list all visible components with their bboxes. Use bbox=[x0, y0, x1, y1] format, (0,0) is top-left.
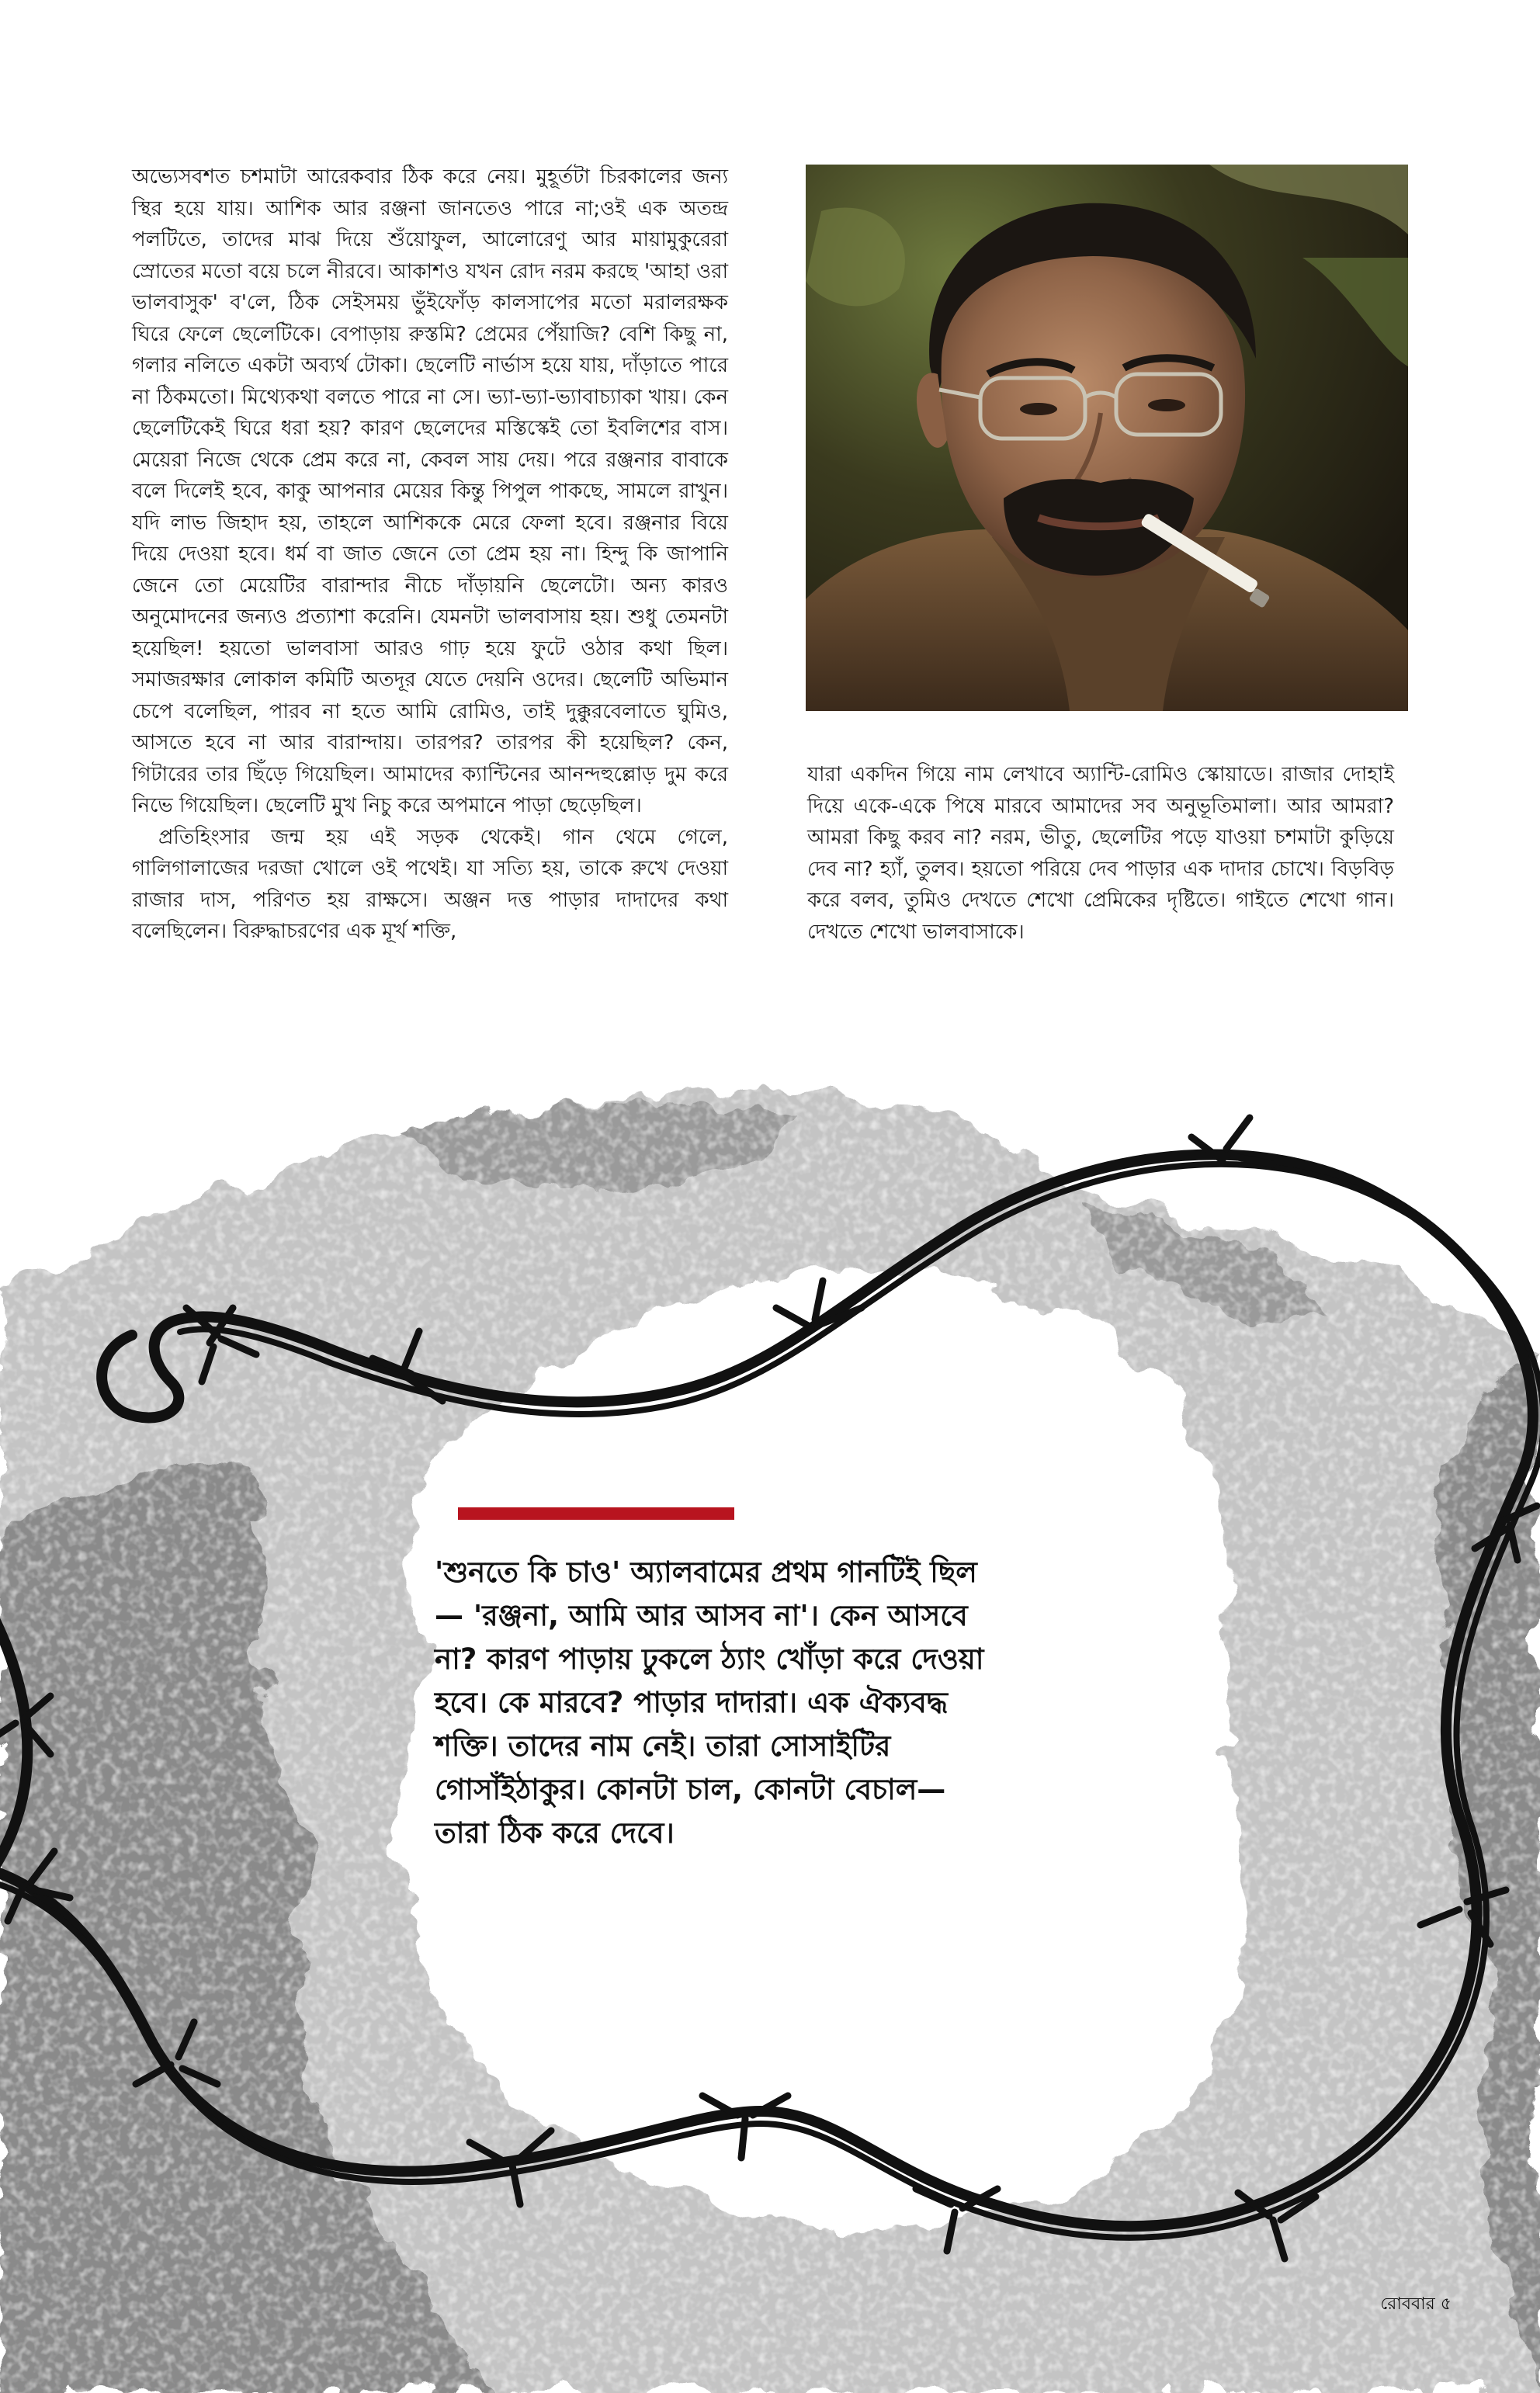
article-paragraph: অভ্যেসবশত চশমাটা আরেকবার ঠিক করে নেয়। মুহূর্তটা চিরকালের জন্য স্থির হয়ে যায়। আশিক আর রঞ্জনা জানতেও পারে না;ওই এক অতন্দ্র পলটিতে, তাদের মাঝ দিয়ে শুঁয়োফুল, আলোরেণু আর মায়ামুকুরেরা স্রোতের মতো বয়ে চলে নীরবে। আকাশও যখন রোদ নরম করছে 'আহা ওরা ভালবাসুক' ব'লে, ঠিক সেইসময় ভুঁইফোঁড় কালসাপের মতো মরালরক্ষক ঘিরে ফেলে ছেলেটিকে। বেপাড়ায় রুস্তমি? প্রেমের পেঁয়াজি? বেশি কিছু না, গলার নলিতে একটা অব্যর্থ টোকা। ছেলেটি নার্ভাস হয়ে যায়, দাঁড়াতে পারে না ঠিকমতো। মিথ্যেকথা বলতে পারে না সে। ভ্যা-ভ্যা-ভ্যাবাচ্যাকা খায়। কেন ছেলেটিকেই ঘিরে ধরা হয়? কারণ ছেলেদের মস্তিস্কেই তো ইবলিশের বাস। মেয়েরা নিজে থেকে প্রেম করে না, কেবল সায় দেয়। পরে রঞ্জনার বাবাকে বলে দিলেই হবে, কাকু আপনার মেয়ের কিন্তু পিপুল পাকছে, সামলে রাখুন। যদি লাভ জিহাদ হয়, তাহলে আশিককে মেরে ফেলা হবে। রঞ্জনার বিয়ে দিয়ে দেওয়া হবে। ধর্ম বা জাত জেনে তো প্রেম হয় না। হিন্দু কি জাপানি জেনে তো মেয়েটির বারান্দার নীচে দাঁড়ায়নি ছেলেটো। অন্য কারও অনুমোদনের জন্যও প্রত্যাশা করেনি। যেমনটা ভালবাসায় হয়। শুধু তেমনটা হয়েছিল! হয়তো ভালবাসা আরও গাঢ় হয়ে ফুটে ওঠার কথা ছিল। সমাজরক্ষার লোকাল কমিটি অতদূর যেতে দেয়নি ওদের। ছেলেটি অভিমান চেপে বলেছিল, পারব না হতে আমি রোমিও, তাই দুক্কুরবেলাতে ঘুমিও, আসতে হবে না আর বারান্দায়। তারপর? তারপর কী হয়েছিল? কেন, গিটারের তার ছিঁড়ে গিয়েছিল। আমাদের ক্যান্টিনের আনন্দহুল্লোড় দুম করে নিভে গিয়েছিল। ছেলেটি মুখ নিচু করে অপমানে পাড়া ছেড়েছিল। bbox=[132, 165, 728, 817]
article-paragraph: প্রতিহিংসার জন্ম হয় এই সড়ক থেকেই। গান থেমে গেলে, গালিগালাজের দরজা খোলে ওই পথেই। যা সত্যি হয়, তাকে রুখে দেওয়া রাজার দাস, পরিণত হয় রাক্ষসে। অঞ্জন দত্ত পাড়ার দাদাদের কথা বলেছিলেন। বিরুদ্ধাচরণের এক মূর্খ শক্তি, bbox=[132, 825, 728, 943]
article-column-left bbox=[132, 161, 728, 948]
portrait-illustration bbox=[806, 165, 1408, 711]
article-paragraph: যারা একদিন গিয়ে নাম লেখাবে অ্যান্টি-রোমিও স্কোয়াডে। রাজার দোহাই দিয়ে একে-একে পিষে মারবে আমাদের সব অনুভূতিমালা। আর আমরা? আমরা কিছু করব না? নরম, ভীতু, ছেলেটির পড়ে যাওয়া চশমাটা কুড়িয়ে দেব না? হ্যাঁ, তুলব। হয়তো পরিয়ে দেব পাড়ার এক দাদার চোখে। বিড়বিড় করে বলব, তুমিও দেখতে শেখো প্রেমিকের দৃষ্টিতে। গাইতে শেখো গান। দেখতে শেখো ভালবাসাকে। bbox=[807, 763, 1394, 944]
page-folio: রোববার ৫ bbox=[1380, 2294, 1452, 2314]
portrait-photo bbox=[806, 165, 1408, 711]
article-column-right bbox=[807, 759, 1394, 948]
pull-quote: 'শুনতে কি চাও' অ্যালবামের প্রথম গানটিই ছিল— 'রঞ্জনা, আমি আর আসব না'। কেন আসবে না? কারণ পাড়ায় ঢুকলে ঠ্যাং খোঁড়া করে দেওয়া হবে। কে মারবে? পাড়ার দাদারা। এক ঐক্যবদ্ধ শক্তি। তাদের নাম নেই। তারা সোসাইটির গোসাঁইঠাকুর। কোনটা চাল, কোনটা বেচাল— তারা ঠিক করে দেবে। bbox=[435, 1555, 984, 1850]
pull-quote-rule bbox=[458, 1507, 734, 1520]
